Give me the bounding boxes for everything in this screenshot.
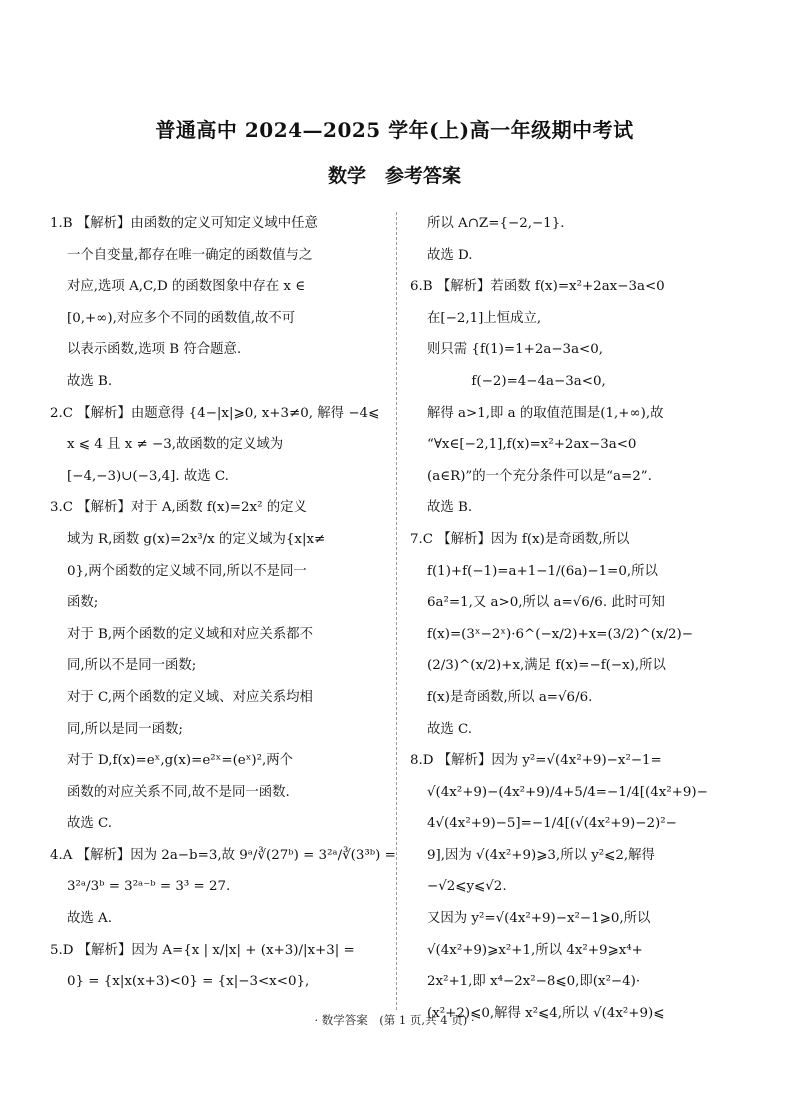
answer-line: 故选 A.	[67, 911, 112, 927]
answer-line: 解得 a>1,即 a 的取值范围是(1,+∞),故	[427, 405, 664, 421]
answer-line: 对于 C,两个函数的定义域、对应关系均相	[67, 689, 313, 705]
answer-line: x ⩽ 4 且 x ≠ −3,故函数的定义域为	[67, 437, 284, 453]
answer-line: (a∈R)”的一个充分条件可以是“a=2”.	[427, 468, 652, 484]
answer-line: f(1)+f(−1)=a+1−1/(6a)−1=0,所以	[427, 563, 658, 579]
answer-line: 对于 D,f(x)=eˣ,g(x)=e²ˣ=(eˣ)²,两个	[67, 753, 294, 769]
answer-line: 则只需 {f(1)=1+2a−3a<0,	[427, 342, 604, 358]
answer-line: f(x)是奇函数,所以 a=√6/6.	[427, 689, 593, 705]
answer-line: 又因为 y²=√(4x²+9)−x²−1⩾0,所以	[427, 911, 651, 927]
answer-line: 一个自变量,都存在唯一确定的函数值与之	[67, 247, 313, 263]
answer-line: (2/3)^(x/2)+x,满足 f(x)=−f(−x),所以	[427, 658, 666, 674]
answer-line: 3.C 【解析】对于 A,函数 f(x)=2x² 的定义	[50, 500, 307, 516]
answer-line: 同,所以是同一函数;	[67, 721, 183, 737]
answer-line: 0},两个函数的定义域不同,所以不是同一	[67, 563, 307, 579]
answer-line: 2x²+1,即 x⁴−2x²−8⩽0,即(x²−4)·	[427, 974, 641, 990]
answer-line: 2.C 【解析】由题意得 {4−|x|⩾0, x+3≠0, 解得 −4⩽	[50, 405, 380, 421]
answer-line: 4√(4x²+9)−5]=−1/4[(√(4x²+9)−2)²−	[427, 816, 677, 832]
answer-line: 对于 B,两个函数的定义域和对应关系都不	[67, 626, 313, 642]
answer-line: 函数的对应关系不同,故不是同一函数.	[67, 784, 290, 800]
answer-line: 故选 C.	[67, 816, 113, 832]
answer-line: 故选 B.	[67, 373, 113, 389]
answer-line: −√2⩽y⩽√2.	[427, 879, 507, 895]
answer-line: 在[−2,1]上恒成立,	[427, 310, 542, 326]
answer-line: f(x)=(3ˣ−2ˣ)·6^(−x/2)+x=(3/2)^(x/2)−	[427, 626, 693, 642]
answer-key-subtitle: 数学 参考答案	[327, 165, 461, 187]
right-column	[410, 208, 752, 1029]
answer-line: 6.B 【解析】若函数 f(x)=x²+2ax−3a<0	[410, 279, 665, 295]
answer-line: 以表示函数,选项 B 符合题意.	[67, 342, 242, 358]
answer-line: f(−2)=4−4a−3a<0,	[427, 373, 606, 389]
answer-line: √(4x²+9)−(4x²+9)/4+5/4=−1/4[(4x²+9)−	[427, 784, 708, 800]
answer-line: 故选 C.	[427, 721, 473, 737]
answer-line: 函数;	[67, 595, 99, 611]
answer-line: 1.B 【解析】由函数的定义可知定义域中任意	[50, 216, 318, 231]
answer-line: 9],因为 √(4x²+9)⩾3,所以 y²⩽2,解得	[427, 847, 655, 863]
answer-line: 对应,选项 A,C,D 的函数图象中存在 x ∈	[67, 279, 306, 295]
answer-line: 5.D 【解析】因为 A={x | x/|x| + (x+3)/|x+3| =	[50, 942, 355, 958]
answer-line: (x²+2)⩽0,解得 x²⩽4,所以 √(4x²+9)⩽	[427, 1005, 665, 1021]
answer-line: 3²ᵃ/3ᵇ = 3²ᵃ⁻ᵇ = 3³ = 27.	[67, 879, 231, 895]
answer-line: [0,+∞),对应多个不同的函数值,故不可	[67, 310, 296, 326]
page-footer: · 数学答案 (第 1 页,共 4 页) ·	[314, 1013, 475, 1027]
answer-line: √(4x²+9)⩾x²+1,所以 4x²+9⩾x⁴+	[427, 942, 643, 958]
answer-line: 6a²=1,又 a>0,所以 a=√6/6. 此时可知	[427, 595, 665, 611]
answer-line: 4.A 【解析】因为 2a−b=3,故 9ᵃ/∛(27ᵇ) = 3²ᵃ/∛(3³ᵇ) =	[50, 847, 396, 863]
answer-line: 7.C 【解析】因为 f(x)是奇函数,所以	[410, 531, 630, 547]
column-divider	[396, 212, 397, 1010]
answer-line: 故选 D.	[427, 247, 473, 263]
answer-line: [−4,−3)∪(−3,4]. 故选 C.	[67, 468, 229, 484]
answer-line: 域为 R,函数 g(x)=2x³/x 的定义域为{x|x≠	[67, 531, 326, 547]
answer-line: 同,所以不是同一函数;	[67, 658, 197, 674]
left-column	[50, 208, 396, 998]
answer-line: 故选 B.	[427, 500, 473, 516]
answer-line: 0} = {x|x(x+3)<0} = {x|−3<x<0},	[67, 974, 310, 990]
answer-line: 所以 A∩Z={−2,−1}.	[427, 216, 565, 231]
exam-title: 普通高中 2024—2025 学年(上)高一年级期中考试	[155, 118, 634, 142]
answer-line: “∀x∈[−2,1],f(x)=x²+2ax−3a<0	[427, 437, 637, 453]
answer-line: 8.D 【解析】因为 y²=√(4x²+9)−x²−1=	[410, 753, 662, 769]
